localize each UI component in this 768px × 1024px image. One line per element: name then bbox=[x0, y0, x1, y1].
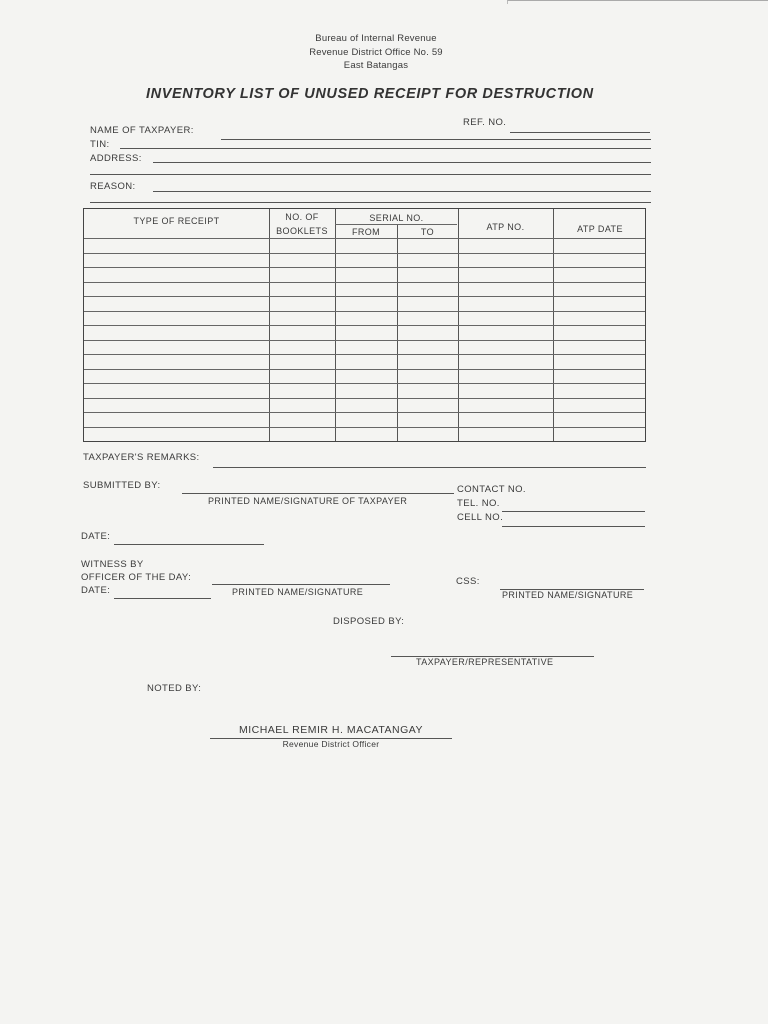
reason-line-1[interactable] bbox=[153, 191, 651, 192]
submitted-by-label: SUBMITTED BY: bbox=[83, 480, 161, 491]
printed-name-signature-taxpayer-caption: PRINTED NAME/SIGNATURE OF TAXPAYER bbox=[208, 496, 408, 506]
tel-no-line[interactable] bbox=[502, 511, 645, 512]
cell-no-label: CELL NO. bbox=[457, 512, 504, 523]
address-label: ADDRESS: bbox=[90, 153, 142, 164]
form-title: INVENTORY LIST OF UNUSED RECEIPT FOR DESTRUCTION bbox=[146, 86, 594, 102]
css-printed-name-caption: PRINTED NAME/SIGNATURE bbox=[502, 590, 634, 600]
page-edge-mark bbox=[507, 0, 768, 4]
col-header-type-of-receipt: TYPE OF RECEIPT bbox=[133, 216, 220, 226]
table-row[interactable] bbox=[84, 325, 645, 326]
header-district-office: Revenue District Office No. 59 bbox=[309, 47, 443, 58]
table-row[interactable] bbox=[84, 369, 645, 370]
officer-of-the-day-line[interactable] bbox=[212, 584, 390, 585]
col-divider bbox=[397, 225, 398, 441]
css-label: CSS: bbox=[456, 576, 480, 587]
table-row[interactable] bbox=[84, 340, 645, 341]
table-row[interactable] bbox=[84, 311, 645, 312]
tin-line[interactable] bbox=[120, 148, 651, 149]
reason-label: REASON: bbox=[90, 181, 136, 192]
officer-title: Revenue District Officer bbox=[282, 739, 380, 749]
ref-no-label: REF. NO. bbox=[463, 117, 507, 128]
taxpayer-name-label: NAME OF TAXPAYER: bbox=[90, 125, 194, 136]
noted-by-label: NOTED BY: bbox=[147, 683, 202, 694]
officer-printed-name-caption: PRINTED NAME/SIGNATURE bbox=[232, 587, 364, 597]
tin-label: TIN: bbox=[90, 139, 110, 150]
table-row[interactable] bbox=[84, 282, 645, 283]
reason-line-2[interactable] bbox=[90, 202, 651, 203]
col-header-no-of: NO. OF bbox=[285, 212, 319, 222]
tel-no-label: TEL. NO. bbox=[457, 498, 500, 509]
col-header-atp-no: ATP NO. bbox=[486, 222, 525, 232]
header-bureau: Bureau of Internal Revenue bbox=[315, 33, 437, 44]
witness-date-label: DATE: bbox=[81, 585, 111, 596]
col-header-from: FROM bbox=[351, 227, 381, 237]
table-row[interactable] bbox=[84, 296, 645, 297]
col-header-atp-date: ATP DATE bbox=[577, 224, 623, 234]
witness-date-line[interactable] bbox=[114, 598, 211, 599]
contact-no-label: CONTACT NO. bbox=[457, 484, 526, 495]
disposed-by-label: DISPOSED BY: bbox=[333, 616, 405, 627]
address-line-2[interactable] bbox=[90, 174, 651, 175]
table-row[interactable] bbox=[84, 267, 645, 268]
date-label: DATE: bbox=[81, 531, 111, 542]
witness-by-label: WITNESS BY bbox=[81, 559, 144, 570]
table-row[interactable] bbox=[84, 238, 645, 239]
taxpayers-remarks-label: TAXPAYER'S REMARKS: bbox=[83, 452, 200, 463]
table-row[interactable] bbox=[84, 398, 645, 399]
table-row[interactable] bbox=[84, 383, 645, 384]
cell-no-line[interactable] bbox=[502, 526, 645, 527]
ref-no-line[interactable] bbox=[510, 132, 650, 133]
officer-of-the-day-label: OFFICER OF THE DAY: bbox=[81, 572, 192, 583]
taxpayers-remarks-line[interactable] bbox=[213, 467, 646, 468]
taxpayer-name-line[interactable] bbox=[221, 139, 651, 140]
header-location: East Batangas bbox=[343, 60, 409, 71]
date-line[interactable] bbox=[114, 544, 264, 545]
receipt-inventory-table bbox=[83, 208, 646, 442]
col-header-to: TO bbox=[420, 227, 435, 237]
col-header-serial-no: SERIAL NO. bbox=[369, 213, 424, 223]
submitted-by-line[interactable] bbox=[182, 493, 454, 494]
table-row[interactable] bbox=[84, 253, 645, 254]
table-row[interactable] bbox=[84, 354, 645, 355]
officer-name: MICHAEL REMIR H. MACATANGAY bbox=[238, 724, 424, 736]
address-line-1[interactable] bbox=[153, 162, 651, 163]
col-header-booklets: BOOKLETS bbox=[276, 226, 328, 236]
table-row[interactable] bbox=[84, 427, 645, 428]
serial-subheader-divider bbox=[335, 224, 457, 225]
table-row[interactable] bbox=[84, 412, 645, 413]
taxpayer-representative-caption: TAXPAYER/REPRESENTATIVE bbox=[416, 657, 554, 667]
